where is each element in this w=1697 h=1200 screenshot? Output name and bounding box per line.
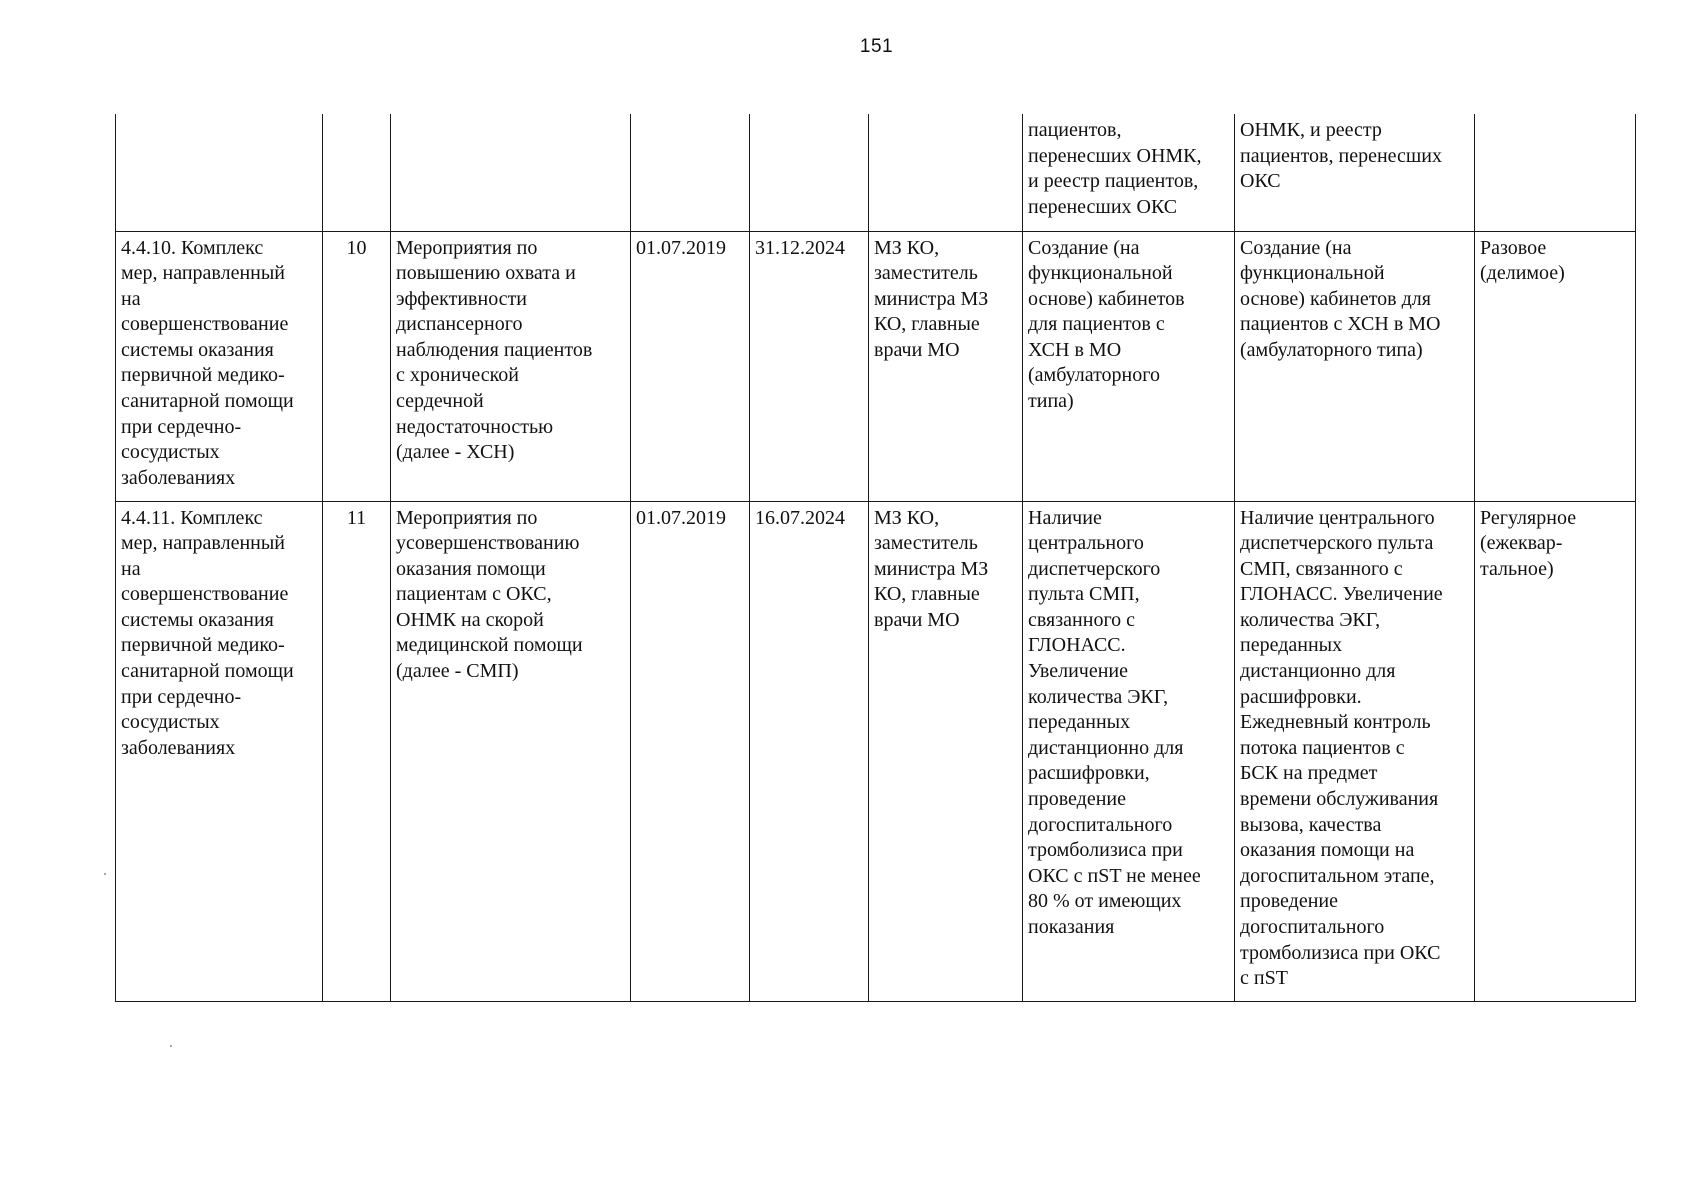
cell-end-date	[750, 231, 869, 501]
cell-measure-text: 4.4.11. Комплекс мер, направленный на совершенствование системы оказания первичной медико- санитарной помощи при сердечно- сосудистых заболеваниях	[121, 506, 294, 759]
table-row	[116, 501, 1636, 1001]
cell-start-date	[631, 501, 750, 1001]
cell-responsible-text: МЗ КО, заместитель министра МЗ КО, главные врачи МО	[874, 506, 989, 631]
cell-indicator-text: ОНМК, и реестр пациентов, перенесших ОКС	[1240, 119, 1443, 193]
cell-indicator-text: Наличие центрального диспетчерского пульта СМП, связанного с ГЛОНАСС. Увеличение количества ЭКГ, переданных дистанционно для расшифровки. Ежедневный контроль потока пациентов с БСК на предмет времени обслуживания вызова, качества оказания помощи на догоспитальном этапе, проведение догоспитального тромболизиса при ОКС с пST	[1240, 506, 1443, 990]
cell-end-empty	[750, 114, 869, 231]
cell-number-text: 11	[346, 506, 367, 529]
cell-start-date-text: 01.07.2019	[636, 506, 726, 529]
cell-responsible-empty	[869, 114, 1023, 231]
cell-number-text: 10	[346, 236, 367, 259]
cell-end-date	[750, 501, 869, 1001]
cell-number	[323, 501, 391, 1001]
table-row	[116, 231, 1636, 501]
cell-responsible	[869, 501, 1023, 1001]
scan-speck	[170, 1045, 172, 1047]
cell-type-text: Регулярное (ежеквар- тальное)	[1480, 506, 1577, 580]
table-row-continuation	[116, 114, 1636, 231]
cell-activity-text: Мероприятия по усовершенствованию оказания помощи пациентам с ОКС, ОНМК на скорой медицинской помощи (далее - СМП)	[396, 506, 583, 683]
cell-end-date-text: 16.07.2024	[755, 506, 845, 529]
cell-indicator	[1235, 231, 1475, 501]
cell-type	[1475, 231, 1636, 501]
cell-measure	[116, 501, 323, 1001]
cell-start-empty	[631, 114, 750, 231]
cell-type-text: Разовое (делимое)	[1480, 236, 1565, 285]
cell-result-text: Наличие центрального диспетчерского пульта СМП, связанного с ГЛОНАСС. Увеличение количества ЭКГ, переданных дистанционно для расшифровки, проведение догоспитального тромболизиса при ОКС с пST не менее 80 % от имеющих показания	[1028, 506, 1201, 938]
cell-measure	[116, 231, 323, 501]
cell-result-text: пациентов, перенесших ОНМК, и реестр пациентов, перенесших ОКС	[1028, 119, 1202, 218]
cell-result	[1023, 231, 1235, 501]
cell-type-empty	[1475, 114, 1636, 231]
cell-activity-text: Мероприятия по повышению охвата и эффективности диспансерного наблюдения пациентов с хронической сердечной недостаточностью (далее - ХСН)	[396, 236, 593, 464]
cell-number-empty	[323, 114, 391, 231]
cell-start-date-text: 01.07.2019	[636, 236, 726, 259]
cell-type	[1475, 501, 1636, 1001]
scan-speck	[104, 873, 106, 875]
measures-table	[115, 114, 1636, 1002]
cell-result	[1023, 501, 1235, 1001]
cell-result-text: Создание (на функциональной основе) кабинетов для пациентов с ХСН в МО (амбулаторного типа)	[1028, 236, 1185, 413]
cell-start-date	[631, 231, 750, 501]
page-number: 151	[859, 36, 894, 57]
cell-indicator	[1235, 114, 1475, 231]
cell-activity	[391, 501, 631, 1001]
cell-responsible-text: МЗ КО, заместитель министра МЗ КО, главные врачи МО	[874, 236, 989, 361]
cell-indicator-text: Создание (на функциональной основе) кабинетов для пациентов с ХСН в МО (амбулаторного типа)	[1240, 236, 1441, 361]
cell-responsible	[869, 231, 1023, 501]
cell-measure-empty	[116, 114, 323, 231]
cell-indicator	[1235, 501, 1475, 1001]
cell-activity-empty	[391, 114, 631, 231]
cell-measure-text: 4.4.10. Комплекс мер, направленный на совершенствование системы оказания первичной медико- санитарной помощи при сердечно- сосудистых заболеваниях	[121, 236, 294, 489]
cell-end-date-text: 31.12.2024	[755, 236, 845, 259]
cell-activity	[391, 231, 631, 501]
cell-number	[323, 231, 391, 501]
cell-result	[1023, 114, 1235, 231]
